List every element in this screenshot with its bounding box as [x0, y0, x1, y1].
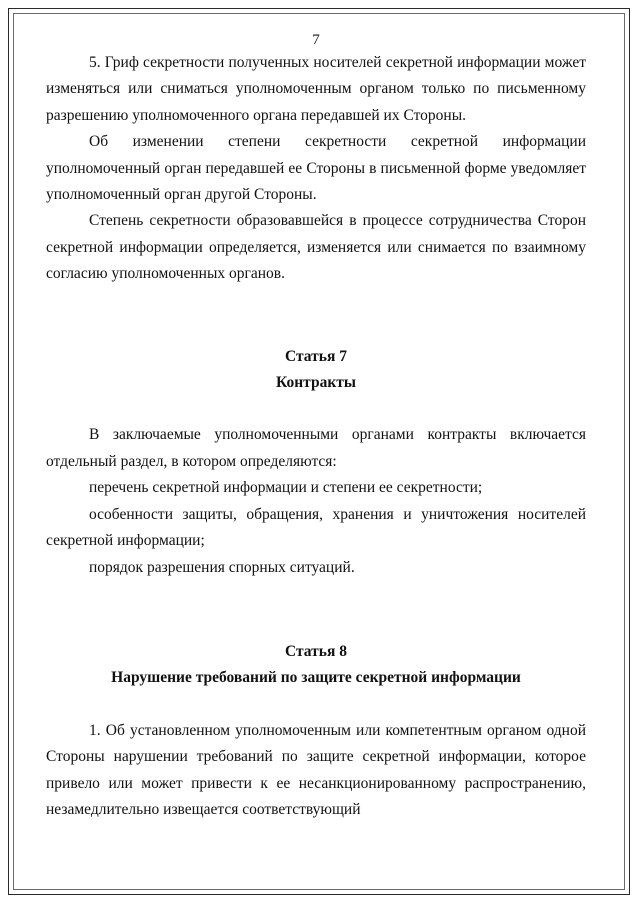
- paragraph: 1. Об установленном уполномоченным или компетентным органом одной Стороны нарушении требований по защите секретной информации, которое привело или может привести к ее несанкционированному распространению, незамедлительно извещается соответствующий: [46, 721, 586, 818]
- paragraph: особенности защиты, обращения, хранения и уничтожения носителей секретной информации;: [46, 505, 586, 550]
- article-8-title: Статья 8: [285, 642, 347, 660]
- article-7-title: Статья 7: [285, 347, 347, 365]
- paragraph: Об изменении степени секретности секретной информации уполномоченный орган передавшей ее Стороны в письменной форме уведомляет уполномоченный орган другой Стороны.: [46, 133, 586, 204]
- paragraph: Степень секретности образовавшейся в процессе сотрудничества Сторон секретной информации определяется, изменяется или снимается по взаимному согласию уполномоченных органов.: [46, 212, 586, 283]
- article-8-subtitle: Нарушение требований по защите секретной информации: [111, 669, 521, 687]
- paragraph: В заключаемые уполномоченными органами контракты включается отдельный раздел, в котором определяются:: [46, 426, 586, 470]
- document-body: [46, 30, 586, 823]
- paragraph: 5. Гриф секретности полученных носителей секретной информации может изменяться или сниматься уполномоченным органом только по письменному разрешению уполномоченного органа передавшей их Стороны.: [46, 54, 586, 124]
- paragraph: порядок разрешения спорных ситуаций.: [89, 558, 355, 576]
- paragraph: перечень секретной информации и степени ее секретности;: [89, 479, 483, 497]
- article-7-subtitle: Контракты: [276, 374, 356, 392]
- page-number: 7: [312, 32, 320, 48]
